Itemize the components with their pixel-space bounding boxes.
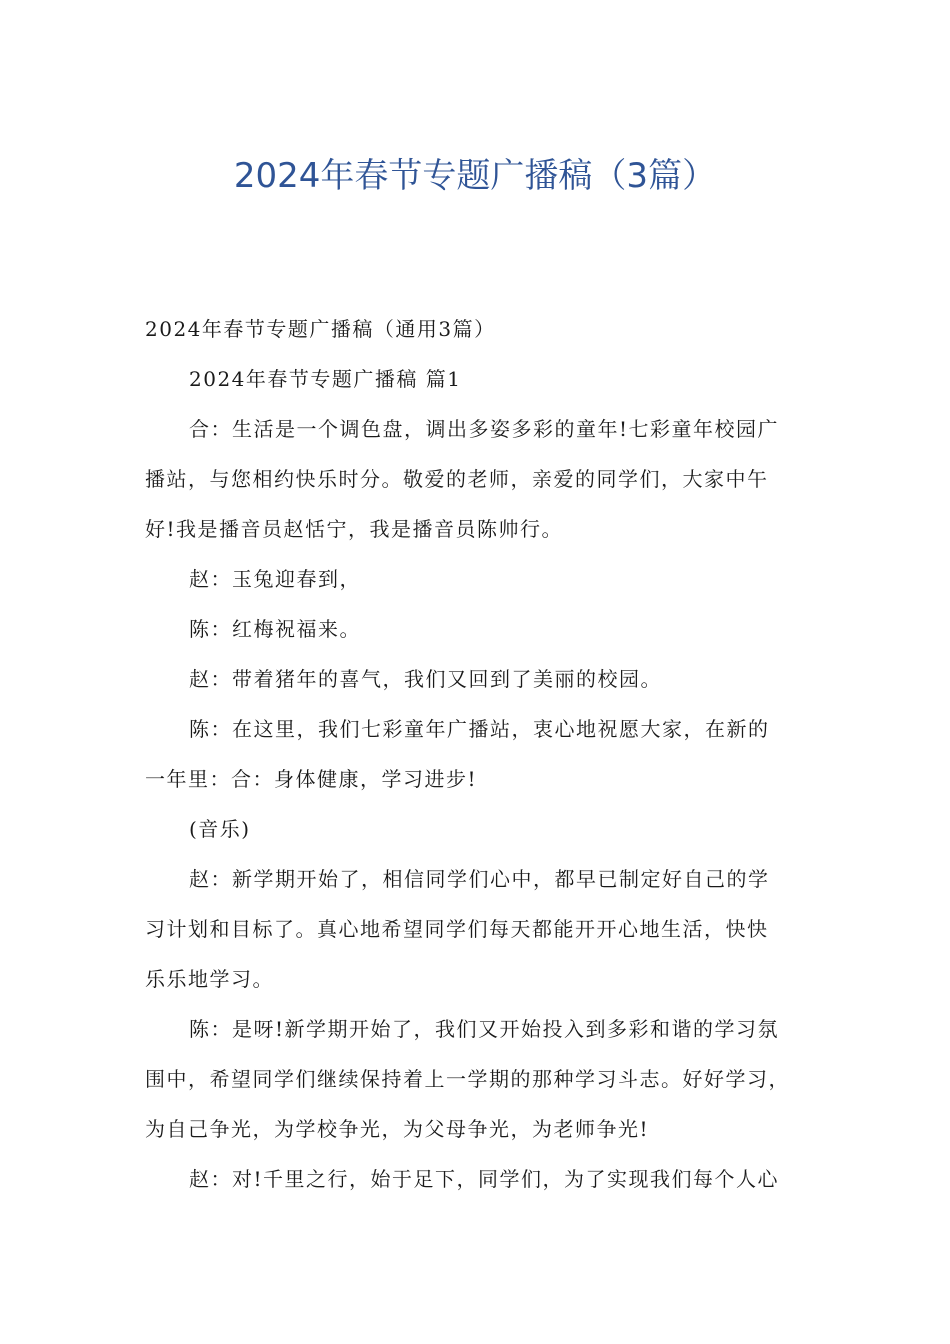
paragraph-line: 陈：是呀!新学期开始了，我们又开始投入到多彩和谐的学习氛	[189, 1017, 780, 1041]
paragraph-line: 播站，与您相约快乐时分。敬爱的老师，亲爱的同学们，大家中午	[145, 467, 769, 491]
paragraph-line: 赵：带着猪年的喜气，我们又回到了美丽的校园。	[189, 667, 662, 691]
paragraph-line: 陈：红梅祝福来。	[189, 617, 361, 641]
paragraph-line: (音乐)	[189, 817, 251, 841]
paragraph-line: 赵：新学期开始了，相信同学们心中，都早已制定好自己的学	[189, 867, 770, 891]
document-subtitle: 2024年春节专题广播稿（通用3篇）	[145, 317, 496, 341]
paragraph-line: 好!我是播音员赵恬宁，我是播音员陈帅行。	[145, 517, 564, 541]
paragraph-line: 陈：在这里，我们七彩童年广播站，衷心地祝愿大家，在新的	[189, 717, 770, 741]
paragraph-line: 一年里：合：身体健康，学习进步!	[145, 767, 478, 791]
document-body	[145, 304, 825, 1204]
paragraph-line: 乐乐地学习。	[145, 967, 274, 991]
paragraph-line: 为自己争光，为学校争光，为父母争光，为老师争光!	[145, 1117, 650, 1141]
paragraph-line: 习计划和目标了。真心地希望同学们每天都能开开心地生活，快快	[145, 917, 769, 941]
paragraph-line: 赵：玉兔迎春到，	[189, 567, 361, 591]
paragraph-line: 合：生活是一个调色盘，调出多姿多彩的童年!七彩童年校园广	[189, 417, 780, 441]
document-title: 2024年春节专题广播稿（3篇）	[233, 156, 717, 196]
section-heading: 2024年春节专题广播稿 篇1	[189, 367, 462, 391]
paragraph-line: 赵：对!千里之行，始于足下，同学们，为了实现我们每个人心	[189, 1167, 780, 1191]
paragraph-line: 围中，希望同学们继续保持着上一学期的那种学习斗志。好好学习，	[145, 1067, 790, 1091]
